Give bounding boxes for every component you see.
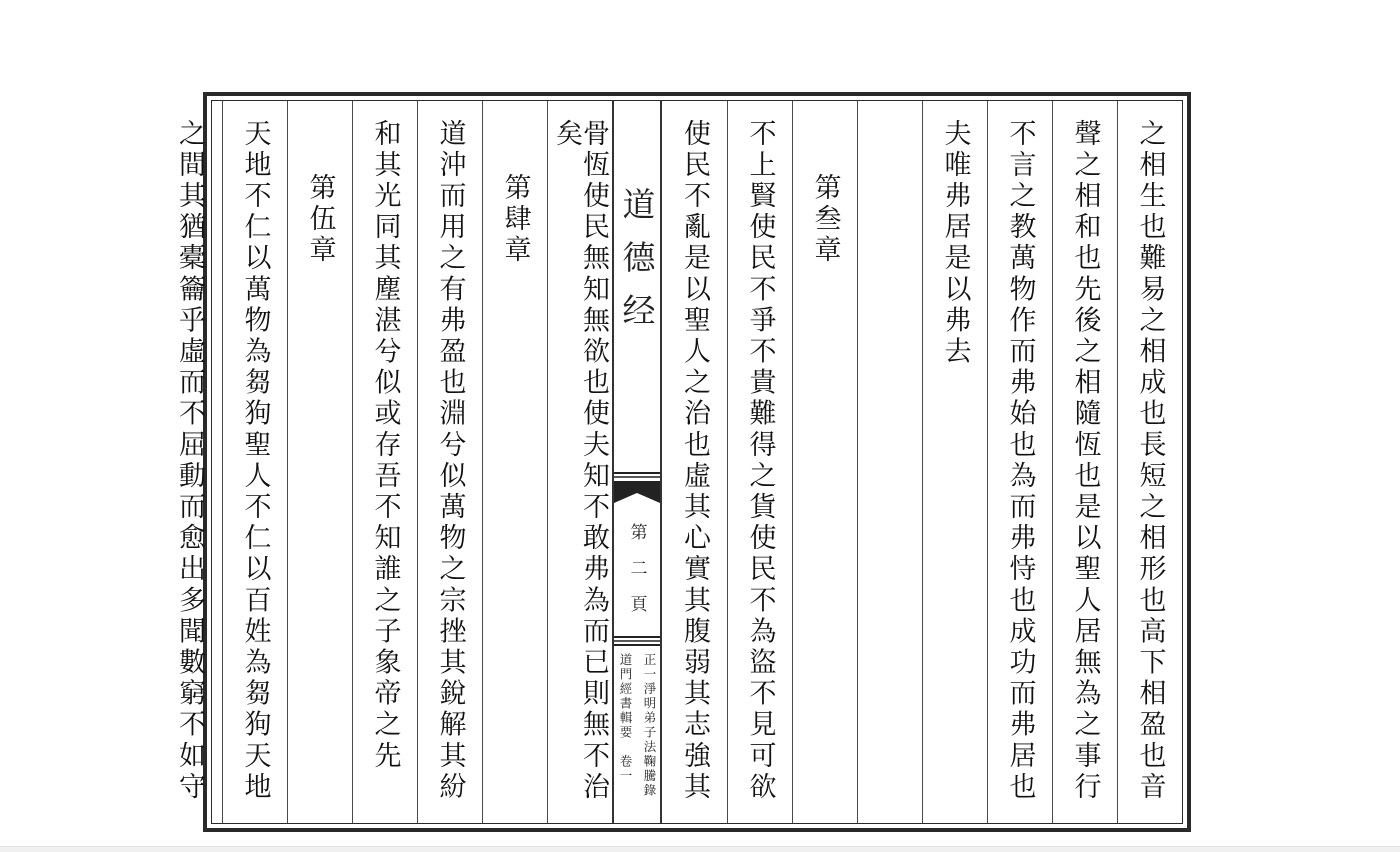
- text-column: [222, 101, 287, 823]
- text-column: [417, 101, 482, 823]
- text-column: [157, 101, 222, 823]
- colophon-line: 道門經書輯要 卷一: [618, 653, 633, 784]
- column-text: 之相生也難易之相成也長短之相形也高下相盈也音: [1134, 119, 1166, 804]
- column-text: 天地不仁以萬物為芻狗聖人不仁以百姓為芻狗天地: [239, 119, 271, 804]
- text-column: [727, 101, 792, 823]
- column-text: 使民不亂是以聖人之治也虛其心實其腹弱其志強其: [679, 119, 710, 804]
- text-column: [987, 101, 1052, 823]
- page-frame: [174, 100, 1183, 824]
- chapter-heading: 第伍章: [304, 173, 336, 267]
- fishtail-ornament-icon: [614, 471, 660, 511]
- chapter-heading-column: [287, 101, 352, 823]
- fishtail-rule-icon: [614, 635, 660, 649]
- column-text: 骨恆使民無知無欲也使夫知不敢弗為而已則無不治矣: [551, 119, 609, 804]
- center-fold: [612, 101, 662, 823]
- book-page: [174, 92, 1191, 832]
- column-text: 和其光同其塵湛兮似或存吾不知誰之子象帝之先: [369, 119, 401, 773]
- colophon-line: 正一淨明弟子法鞠騰錄: [642, 653, 657, 798]
- viewer-bottom-edge: [0, 846, 1400, 852]
- colophon: [614, 653, 660, 819]
- chapter-heading-column: [482, 101, 547, 823]
- text-column: [352, 101, 417, 823]
- text-column: [547, 101, 612, 823]
- chapter-heading: 第肆章: [499, 173, 531, 267]
- text-column-empty: [857, 101, 922, 823]
- column-text: 不上賢使民不爭不貴難得之貨使民不為盜不見可欲: [744, 119, 776, 804]
- column-text: 聲之相和也先後之相隨恆也是以聖人居無為之事行: [1069, 119, 1101, 804]
- chapter-heading: 第叁章: [809, 173, 841, 267]
- column-text: 不言之教萬物作而弗始也為而弗恃也成功而弗居也: [1004, 119, 1036, 804]
- book-title: 道德经: [617, 187, 657, 346]
- column-text: 道沖而用之有弗盈也淵兮似萬物之宗挫其銳解其紛: [434, 119, 466, 804]
- text-column: [1052, 101, 1117, 823]
- text-column: [662, 101, 727, 823]
- page-number: 第二頁: [626, 523, 647, 631]
- text-column: [922, 101, 987, 823]
- text-column: [1117, 101, 1182, 823]
- column-text: 夫唯弗居是以弗去: [939, 119, 971, 368]
- column-text: 之間其猶橐籥乎虛而不屈動而愈出多聞數窮不如守: [174, 119, 205, 804]
- chapter-heading-column: [792, 101, 857, 823]
